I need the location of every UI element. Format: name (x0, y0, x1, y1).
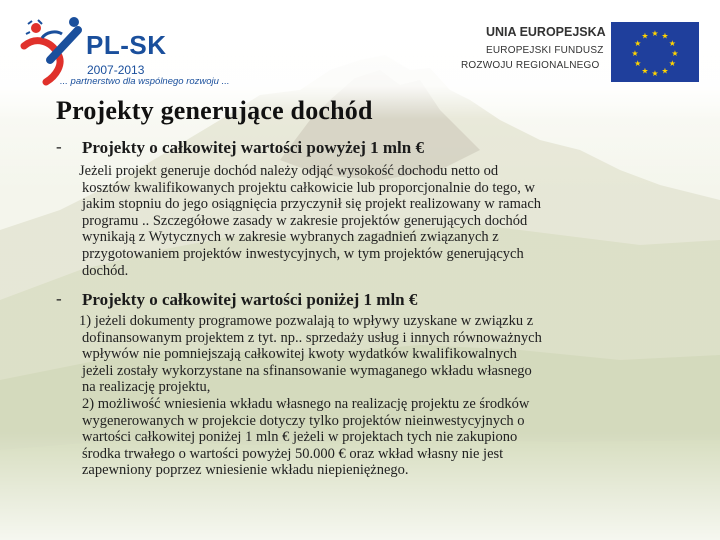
section-1-heading: Projekty o całkowitej wartości powyżej 1 mln € (82, 138, 424, 157)
section-1-line: wynikają z Wytycznych w zakresie wybranych zagadnień związanych z (82, 229, 499, 246)
section-2-line: środka trwałego o wartości powyżej 50.000 € oraz wkład własny nie jest (82, 445, 504, 462)
eu-logo-line3: ROZWOJU REGIONALNEGO (461, 60, 600, 71)
section-2-line: jeżeli zostały wykorzystane na sfinansowanie wymaganego wkładu własnego (82, 362, 532, 379)
svg-text:★: ★ (668, 39, 676, 48)
eu-logo-line2: EUROPEJSKI FUNDUSZ (486, 45, 604, 56)
section-1-line: Jeżeli projekt generuje dochód należy odjąć wysokość dochodu netto od (79, 163, 499, 179)
section-2-line: zapewniony poprzez wniesienie wkładu niepieniężnego. (82, 462, 409, 479)
eu-flag-icon (611, 22, 699, 82)
program-brand-name: PL-SK (86, 30, 167, 60)
eu-fund-logo (456, 22, 706, 86)
section-1-line: jakim stopniu do jego osiągnięcia przyczynił się projekt realizowany w ramach (82, 196, 542, 213)
section-2-line: 1) jeżeli dokumenty programowe pozwalają to wpływy uzyskane w związku z (79, 313, 534, 329)
svg-text:★: ★ (661, 31, 669, 41)
section-1-line: programu .. Szczegółowe zasady w zakresie projektów generujących dochód (82, 212, 528, 229)
svg-text:★: ★ (651, 69, 659, 78)
program-years: 2007-2013 (87, 63, 145, 77)
section-2-paragraph (79, 313, 542, 479)
section-2-line: 2) możliwość wniesienia wkładu własnego na realizację projektu ze środków (82, 395, 530, 412)
svg-text:★: ★ (671, 49, 679, 58)
section-2-dash: - (56, 289, 62, 308)
svg-text:★: ★ (634, 59, 642, 68)
svg-text:★: ★ (641, 31, 649, 41)
section-1-paragraph (79, 163, 541, 279)
svg-text:★: ★ (668, 59, 676, 68)
section-1-line: dochód. (82, 262, 129, 279)
svg-text:★: ★ (641, 66, 649, 76)
section-2-line: dofinansowanym projektem z tyt. np.. sprzedaży usług i innych równoważnych (82, 329, 542, 346)
svg-text:★: ★ (651, 29, 659, 38)
svg-text:★: ★ (631, 49, 639, 58)
section-2-line: wartości całkowitej poniżej 1 mln € jeżeli w projektach tych nie zakupiono (82, 429, 518, 446)
slide-title: Projekty generujące dochód (56, 96, 373, 125)
section-2-heading: Projekty o całkowitej wartości poniżej 1 mln € (82, 290, 418, 309)
section-2-line: na realizację projektu, (82, 379, 211, 396)
section-1-line: kosztów kwalifikowanych projektu całkowicie lub proporcjonalnie do tego, w (82, 179, 536, 196)
svg-text:★: ★ (661, 66, 669, 76)
eu-logo-line1: UNIA EUROPEJSKA (486, 25, 606, 39)
svg-text:★: ★ (634, 39, 642, 48)
section-2-line: wygenerowanych w projekcie dotyczy tylko projektów nieinwestycyjnych o (82, 412, 525, 429)
section-1-line: przygotowaniem projektów inwestycyjnych, w tym projektów generujących (82, 245, 524, 262)
section-2-line: wpływów nie pomniejszają całkowitej kwoty wydatków kwalifikowalnych (82, 346, 517, 363)
pl-sk-program-logo (14, 14, 264, 94)
program-tagline: ... partnerstwo dla wspólnego rozwoju ... (60, 76, 230, 87)
section-1-dash: - (56, 137, 62, 156)
